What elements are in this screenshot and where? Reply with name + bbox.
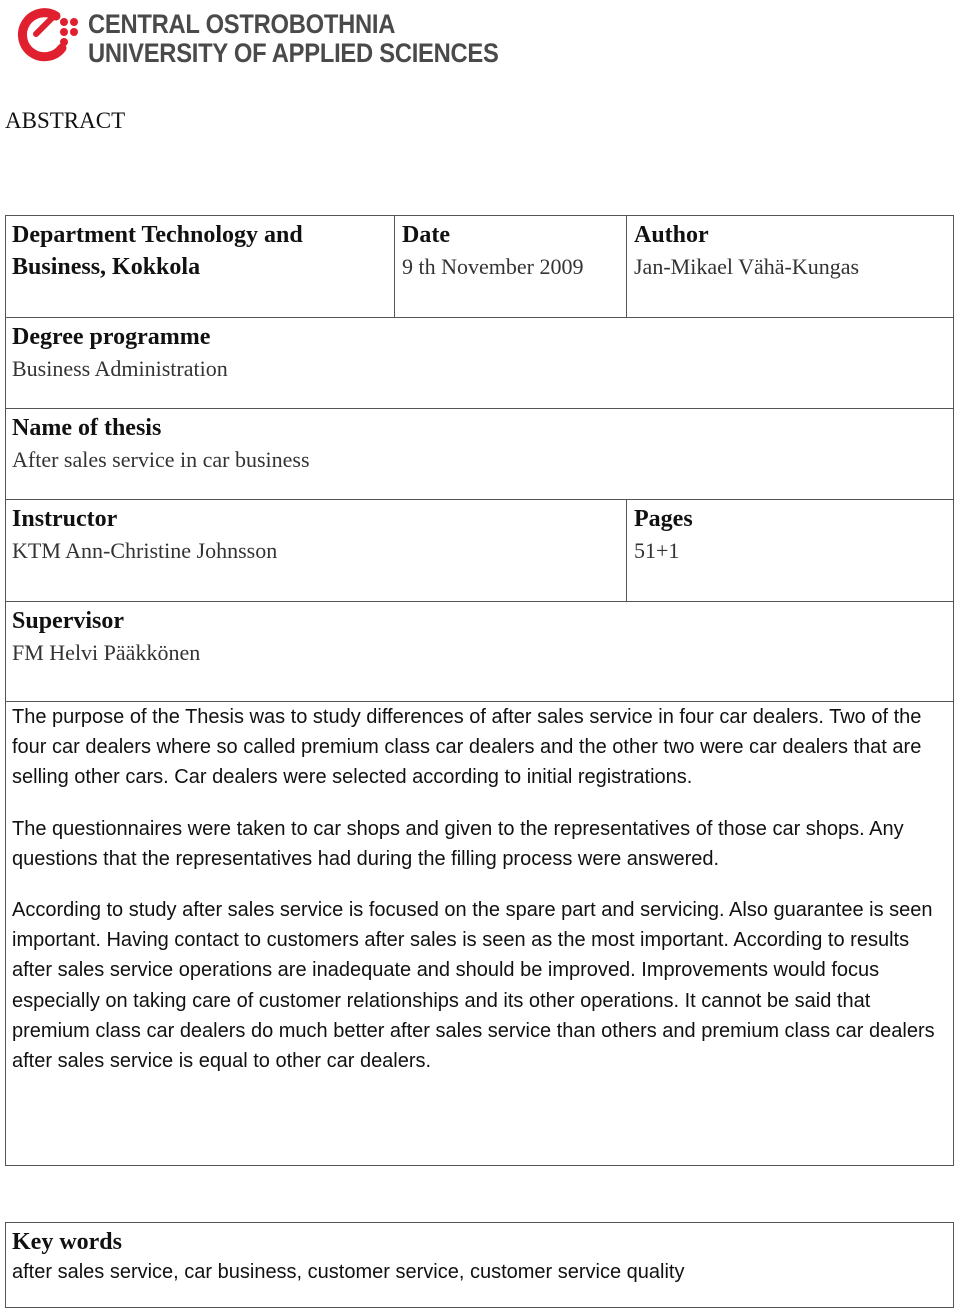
supervisor-label: Supervisor [12, 608, 125, 634]
author-label: Author [634, 222, 709, 248]
divider [6, 317, 953, 318]
university-logo [12, 4, 82, 66]
divider [6, 499, 953, 500]
degree-value: Business Administration [12, 356, 228, 381]
divider [394, 216, 395, 317]
logo-mark-icon [12, 4, 82, 66]
supervisor-value: FM Helvi Pääkkönen [12, 640, 201, 665]
thesis-label: Name of thesis [12, 415, 162, 441]
pages-label: Pages [634, 506, 693, 532]
abstract-paragraph: According to study after sales service is focused on the spare part and servicing. Also guarantee is seen important. Having contact to customers after sales is seen as the most important. According to results after sales service operations are inadequate and should be improved. Improvements would focus especially on taking care of customer relationships and its other operations. It cannot be said that premium class car dealers do much better after sales service than others and premium class car dealers after sales service is equal to other car dealers. [12, 899, 935, 1073]
thesis-cell [12, 412, 310, 476]
date-value: 9 th November 2009 [402, 254, 584, 279]
supervisor-cell [12, 605, 200, 669]
instructor-cell [12, 503, 277, 567]
logo-line-1: CENTRAL OSTROBOTHNIA [88, 9, 396, 39]
date-cell [402, 219, 583, 283]
author-value: Jan-Mikael Vähä-Kungas [634, 254, 860, 279]
logo-line-2: UNIVERSITY OF APPLIED SCIENCES [88, 38, 499, 68]
logo-text [88, 10, 499, 68]
abstract-paragraph: The questionnaires were taken to car shops and given to the representatives of those car shops. Any questions that the representatives had during the filling process were answered. [12, 817, 904, 870]
keywords-value: after sales service, car business, customer service, customer service quality [12, 1261, 685, 1283]
abstract-paragraph: The purpose of the Thesis was to study differences of after sales service in four car dealers. Two of the four car dealers where so called premium class car dealers and the other two were car dealers that are selling other cars. Car dealers were selected according to initial registrations. [12, 706, 922, 789]
author-cell [634, 219, 859, 283]
pages-cell [634, 503, 693, 567]
abstract-text [12, 702, 947, 1097]
instructor-value: KTM Ann-Christine Johnsson [12, 538, 278, 563]
keywords-label: Key words [12, 1229, 122, 1255]
pages-value: 51+1 [634, 538, 680, 563]
divider [6, 601, 953, 602]
abstract-form [5, 215, 954, 1166]
degree-label: Degree programme [12, 324, 211, 350]
instructor-label: Instructor [12, 506, 118, 532]
divider [6, 408, 953, 409]
page-title: ABSTRACT [5, 108, 126, 133]
divider [626, 216, 627, 317]
date-label: Date [402, 222, 450, 248]
department-label: Department Technology and [12, 222, 303, 248]
divider [626, 499, 627, 601]
degree-cell [12, 321, 228, 385]
department-cell [12, 219, 303, 283]
thesis-value: After sales service in car business [12, 447, 310, 472]
department-label-2: Business, Kokkola [12, 254, 201, 280]
keywords-box [5, 1222, 954, 1308]
